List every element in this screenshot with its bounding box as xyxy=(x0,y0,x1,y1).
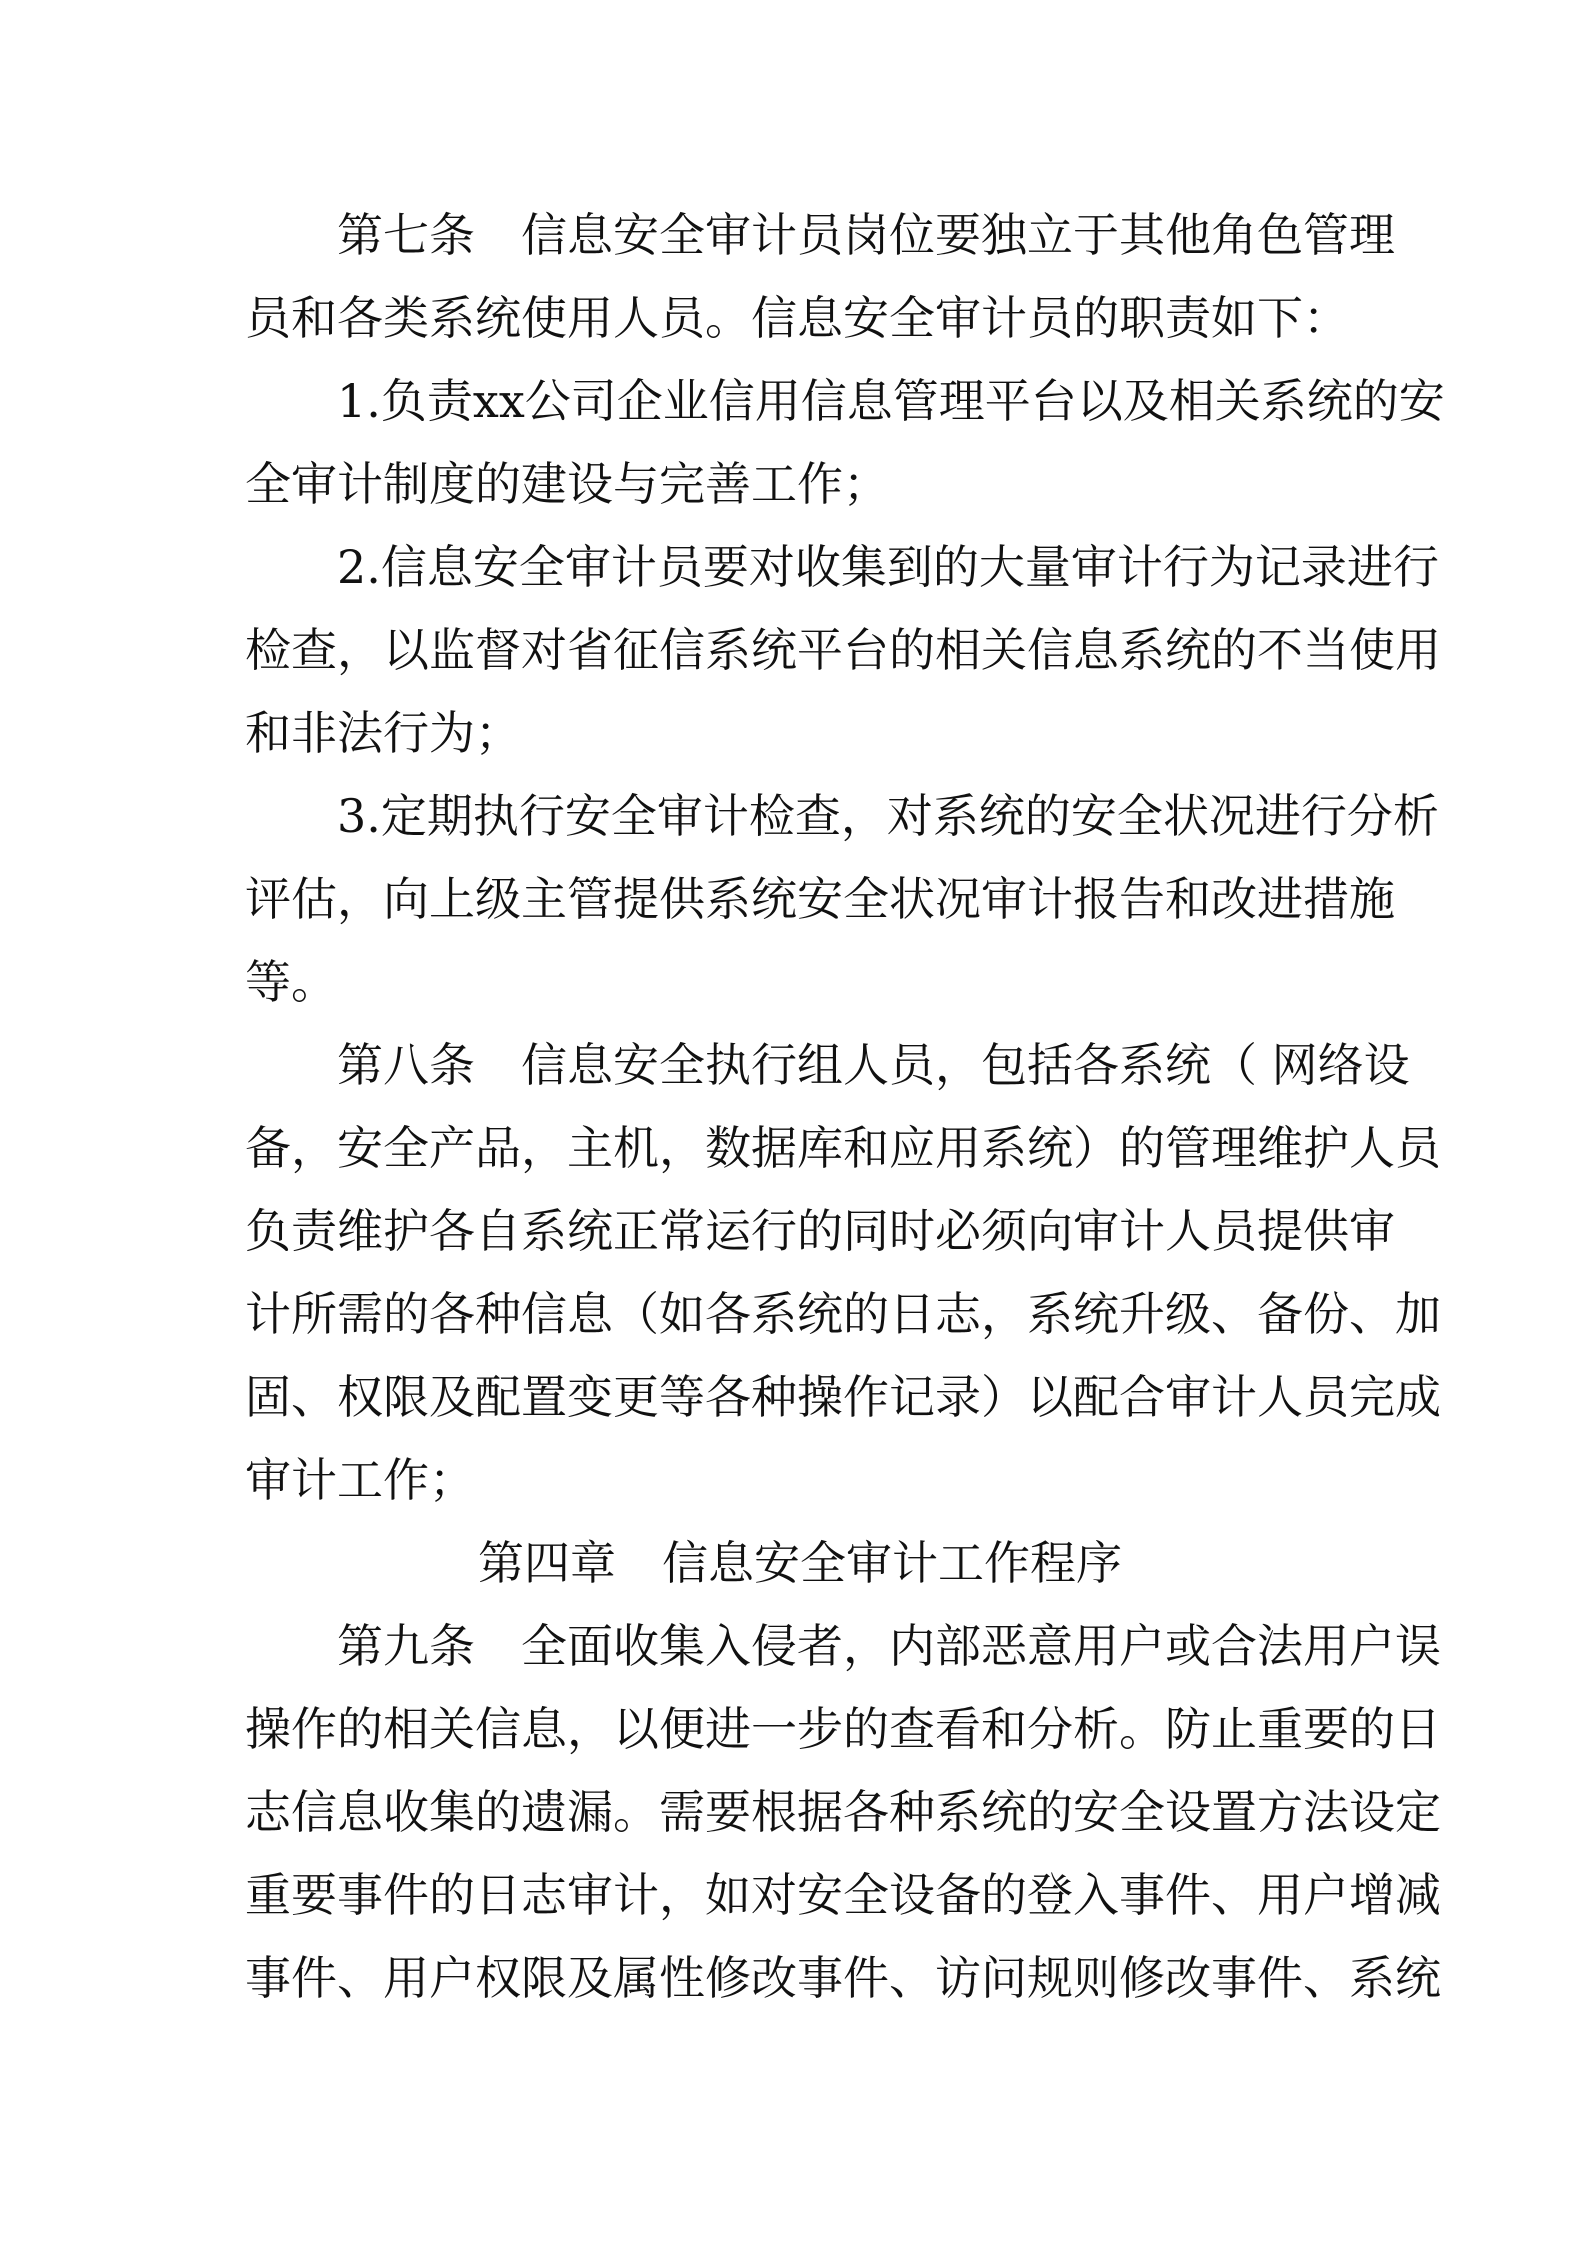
text-line: 3.定期执行安全审计检查，对系统的安全状况进行分析 xyxy=(337,789,1439,843)
text-line: 第七条 信息安全审计员岗位要独立于其他角色管理 xyxy=(337,208,1395,262)
text-line: 和非法行为； xyxy=(245,706,521,760)
text-line: 计所需的各种信息（如各系统的日志，系统升级、备份、加 xyxy=(245,1287,1441,1341)
text-line: 员和各类系统使用人员。信息安全审计员的职责如下： xyxy=(245,291,1349,345)
text-line: 2.信息安全审计员要对收集到的大量审计行为记录进行 xyxy=(337,540,1439,594)
text-line: 志信息收集的遗漏。需要根据各种系统的安全设置方法设定 xyxy=(245,1785,1441,1839)
text-line: 第八条 信息安全执行组人员，包括各系统（ 网络设 xyxy=(337,1038,1410,1092)
text-line: 等。 xyxy=(245,955,337,1009)
text-line: 评估，向上级主管提供系统安全状况审计报告和改进措施 xyxy=(245,872,1395,926)
text-line: 备，安全产品，主机，数据库和应用系统）的管理维护人员 xyxy=(245,1121,1441,1175)
text-line: 第九条 全面收集入侵者，内部恶意用户或合法用户误 xyxy=(337,1619,1441,1673)
text-line: 负责维护各自系统正常运行的同时必须向审计人员提供审 xyxy=(245,1204,1395,1258)
text-line: 1.负责xx公司企业信用信息管理平台以及相关系统的安 xyxy=(337,374,1445,428)
text-line: 固、权限及配置变更等各种操作记录）以配合审计人员完成 xyxy=(245,1370,1441,1424)
document-body xyxy=(245,194,1445,2020)
text-line: 检查，以监督对省征信系统平台的相关信息系统的不当使用 xyxy=(245,623,1441,677)
chapter-heading: 第四章 信息安全审计工作程序 xyxy=(478,1536,1122,1590)
text-line: 重要事件的日志审计，如对安全设备的登入事件、用户增减 xyxy=(245,1868,1441,1922)
text-line: 操作的相关信息，以便进一步的查看和分析。防止重要的日 xyxy=(245,1702,1441,1756)
text-line: 审计工作； xyxy=(245,1453,475,1507)
text-line: 事件、用户权限及属性修改事件、访问规则修改事件、系统 xyxy=(245,1951,1441,2005)
text-line: 全审计制度的建设与完善工作； xyxy=(245,457,889,511)
